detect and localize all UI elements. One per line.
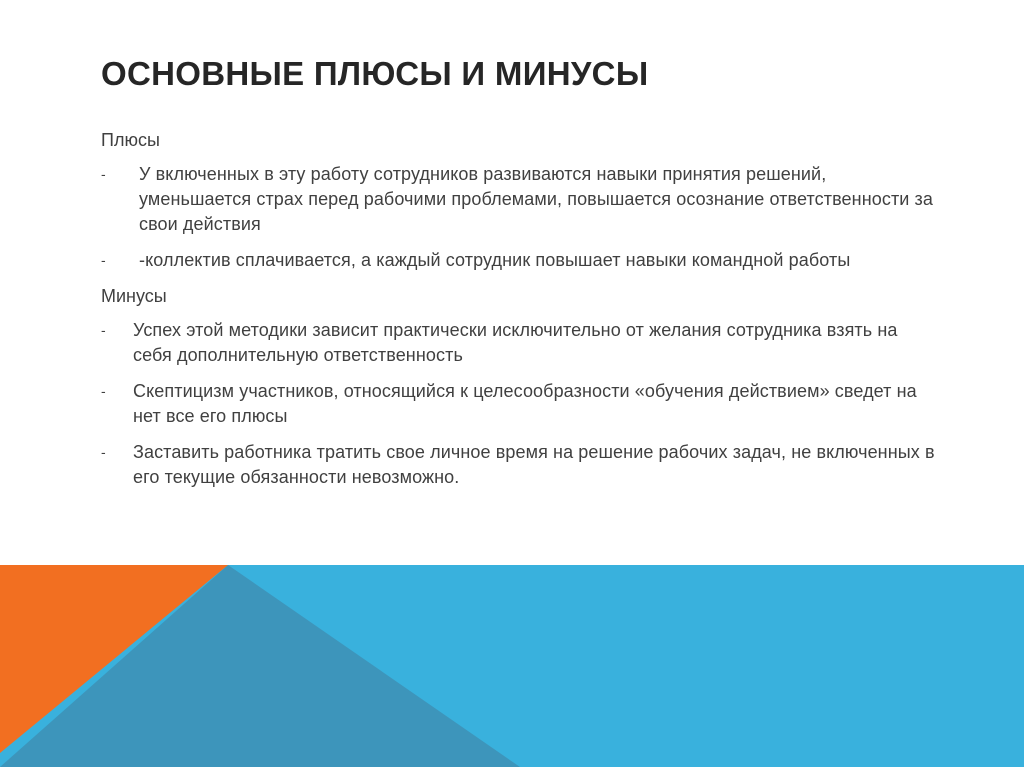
bullet-dash: -	[101, 252, 106, 268]
list-item	[101, 318, 941, 368]
bullet-dash: -	[101, 383, 106, 399]
list-item	[101, 248, 941, 273]
bullet-dash: -	[101, 166, 106, 182]
cons-heading: Минусы	[101, 286, 167, 306]
pros-heading: Плюсы	[101, 130, 160, 150]
cons-list	[101, 318, 941, 490]
slide-title: ОСНОВНЫЕ ПЛЮСЫ И МИНУСЫ	[101, 55, 649, 92]
bullet-dash: -	[101, 444, 106, 460]
slide-body	[101, 128, 941, 501]
con-text: Скептицизм участников, относящийся к целесообразности «обучения действием» сведет на нет все его плюсы	[133, 381, 917, 426]
pro-text: У включенных в эту работу сотрудников развиваются навыки принятия решений, уменьшается страх перед рабочими проблемами, повышается осознание ответственности за свои действия	[139, 164, 934, 234]
con-text: Заставить работника тратить свое личное время на решение рабочих задач, не включенных в его текущие обязанности невозможно.	[133, 442, 935, 487]
pros-list	[101, 162, 941, 273]
list-item	[101, 379, 941, 429]
list-item	[101, 440, 941, 490]
bullet-dash: -	[101, 322, 106, 338]
decorative-banner	[0, 565, 1024, 767]
list-item	[101, 162, 941, 237]
pro-text: -коллектив сплачивается, а каждый сотрудник повышает навыки командной работы	[139, 250, 851, 270]
con-text: Успех этой методики зависит практически исключительно от желания сотрудника взять на себя дополнительную ответственность	[133, 320, 898, 365]
